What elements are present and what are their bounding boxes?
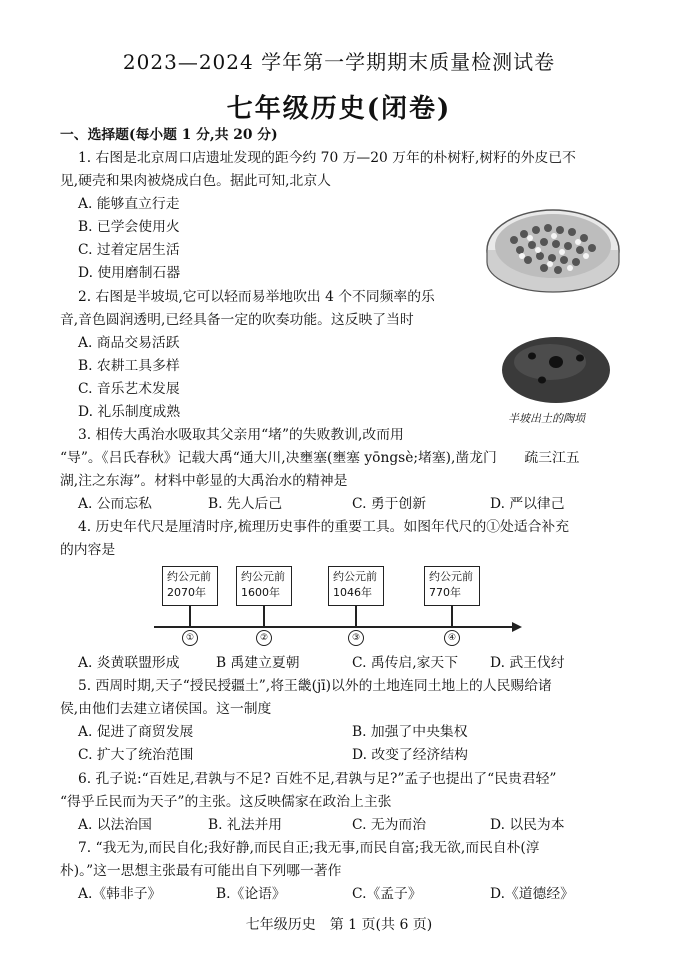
- q3-option-d[interactable]: D. 严以律己: [490, 496, 565, 512]
- q2-stem-line2: 音,音色圆润透明,已经具备一定的吹奏功能。这反映了当时: [60, 312, 414, 328]
- timeline-mark-3: ③: [348, 630, 364, 646]
- q6-option-d[interactable]: D. 以民为本: [490, 817, 565, 833]
- timeline-box-4: 约公元前 770年: [424, 566, 480, 606]
- q1-option-c[interactable]: C. 过着定居生活: [78, 242, 180, 258]
- q4-stem-line1: 4. 历史年代尺是厘清时序,梳理历史事件的重要工具。如图年代尺的①处适合补充: [78, 519, 570, 535]
- q6-option-c[interactable]: C. 无为而治: [352, 817, 427, 833]
- q5-stem-line1: 5. 西周时期,天子“授民授疆土”,将王畿(jī)以外的土地连同土地上的人民赐给诸: [78, 678, 552, 694]
- q7-option-b[interactable]: B.《论语》: [216, 886, 286, 902]
- q5-option-a[interactable]: A. 促进了商贸发展: [78, 724, 194, 740]
- q4-option-a[interactable]: A. 炎黄联盟形成: [78, 655, 180, 671]
- q5-option-c[interactable]: C. 扩大了统治范围: [78, 747, 194, 763]
- q4-option-b[interactable]: B 禹建立夏朝: [216, 655, 300, 671]
- timeline-axis: [154, 626, 514, 628]
- q4-option-d[interactable]: D. 武王伐纣: [490, 655, 565, 671]
- q6-option-b[interactable]: B. 礼法并用: [208, 817, 283, 833]
- timeline-mark-4: ④: [444, 630, 460, 646]
- q3-option-c[interactable]: C. 勇于创新: [352, 496, 427, 512]
- q4-option-c[interactable]: C. 禹传启,家天下: [352, 655, 459, 671]
- q6-stem-line2: “得乎丘民而为天子”的主张。这反映儒家在政治上主张: [60, 794, 392, 810]
- q2-option-b[interactable]: B. 农耕工具多样: [78, 358, 180, 374]
- q5-option-d[interactable]: D. 改变了经济结构: [352, 747, 468, 763]
- clay-xun-photo: [496, 332, 614, 406]
- q3-stem-line3: 湖,注之东海”。材料中彰显的大禹治水的精神是: [60, 473, 348, 489]
- q7-stem-line2: 朴)。”这一思想主张最有可能出自下列哪一著作: [60, 863, 342, 879]
- q2-option-c[interactable]: C. 音乐艺术发展: [78, 381, 180, 397]
- q7-option-a[interactable]: A.《韩非子》: [78, 886, 162, 902]
- q1-option-d[interactable]: D. 使用磨制石器: [78, 265, 181, 281]
- q1-stem-line1: 1. 右图是北京周口店遗址发现的距今约 70 万—20 万年的朴树籽,树籽的外皮已不: [78, 150, 576, 166]
- q3-stem-line2: “导”。《吕氏春秋》记载大禹“通大川,决壅塞(壅塞 yōngsè;堵塞),凿龙门 疏三江五: [60, 450, 580, 466]
- subject-title: 七年级历史(闭卷): [226, 94, 452, 124]
- q2-option-a[interactable]: A. 商品交易活跃: [78, 335, 180, 351]
- q7-option-c[interactable]: C.《孟子》: [352, 886, 422, 902]
- q1-option-a[interactable]: A. 能够直立行走: [78, 196, 180, 212]
- q3-option-a[interactable]: A. 公而忘私: [78, 496, 152, 512]
- timeline-arrow-icon: [512, 622, 522, 632]
- q3-option-b[interactable]: B. 先人后己: [208, 496, 283, 512]
- timeline-ruler: [150, 562, 530, 652]
- q4-stem-line2: 的内容是: [60, 542, 116, 558]
- q3-stem-line1: 3. 相传大禹治水吸取其父亲用“堵”的失败教训,改而用: [78, 427, 404, 443]
- q7-option-d[interactable]: D.《道德经》: [490, 886, 574, 902]
- xun-caption: 半坡出土的陶埙: [508, 412, 585, 425]
- section-heading: 一、选择题(每小题 1 分,共 20 分): [60, 127, 278, 143]
- q1-stem-line2: 见,硬壳和果肉被烧成白色。据此可知,北京人: [60, 173, 331, 189]
- q7-stem-line1: 7. “我无为,而民自化;我好静,而民自正;我无事,而民自富;我无欲,而民自朴(淳: [78, 840, 540, 856]
- hackberry-seeds-photo: [484, 190, 622, 296]
- timeline-box-2: 约公元前 1600年: [236, 566, 292, 606]
- q6-option-a[interactable]: A. 以法治国: [78, 817, 152, 833]
- q1-option-b[interactable]: B. 已学会使用火: [78, 219, 180, 235]
- timeline-mark-2: ②: [256, 630, 272, 646]
- timeline-mark-1: ①: [182, 630, 198, 646]
- q5-stem-line2: 侯,由他们去建立诸侯国。这一制度: [60, 701, 272, 717]
- page-footer: 七年级历史 第 1 页(共 6 页): [245, 917, 433, 933]
- q2-stem-line1: 2. 右图是半坡埙,它可以轻而易举地吹出 4 个不同频率的乐: [78, 289, 435, 305]
- q2-option-d[interactable]: D. 礼乐制度成熟: [78, 404, 181, 420]
- exam-title: 2023—2024 学年第一学期期末质量检测试卷: [122, 50, 556, 74]
- q5-option-b[interactable]: B. 加强了中央集权: [352, 724, 468, 740]
- timeline-box-1: 约公元前 2070年: [162, 566, 218, 606]
- timeline-box-3: 约公元前 1046年: [328, 566, 384, 606]
- q6-stem-line1: 6. 孔子说:“百姓足,君孰与不足? 百姓不足,君孰与足?”孟子也提出了“民贵君轻”: [78, 771, 557, 787]
